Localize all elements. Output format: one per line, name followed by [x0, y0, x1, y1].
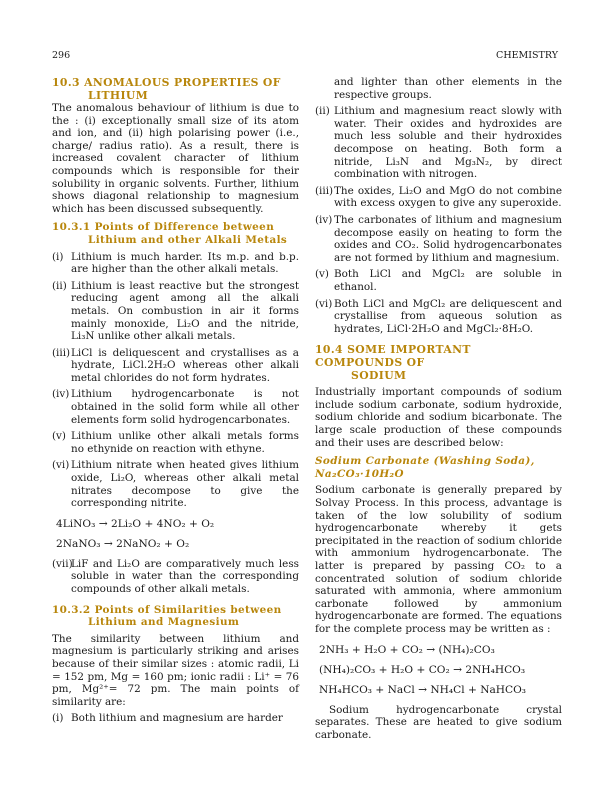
item-label: (i) [52, 712, 64, 725]
section-title-line1: SOME IMPORTANT COMPOUNDS OF [315, 343, 471, 370]
item-label: (iii) [52, 346, 71, 359]
list-item [315, 105, 562, 181]
subsection-heading-10-3-1 [52, 221, 299, 246]
item-text: Both LiCl and MgCl₂ are deliquescent and crystallise from aqueous solution as hydrates, LiCl·2H₂O and MgCl₂·8H₂O. [334, 297, 562, 335]
item-text: Lithium is much harder. Its m.p. and b.p. are higher than the other alkali metals. [71, 250, 299, 276]
list-item [52, 558, 299, 596]
item-text: Lithium hydrogencarbonate is not obtained in the solid form while all other elements form solid hydrogencarbonates. [71, 388, 299, 426]
right-column [315, 76, 562, 741]
list-item [52, 347, 299, 385]
item-text: Lithium is least reactive but the strongest reducing agent among all the alkali metals. On combustion in air it forms mainly monoxide, Li₂O and the nitride, Li₃N unlike other alkali metals. [71, 279, 299, 343]
equation-sodium-hydrogencarbonate: NH₄HCO₃ + NaCl → NH₄Cl + NaHCO₃ [319, 683, 527, 696]
subsection-title-line2: Na₂CO₃·10H₂O [315, 467, 404, 480]
item-label: (ii) [52, 279, 67, 292]
section-title-line1: ANOMALOUS PROPERTIES OF [84, 76, 281, 89]
closing-paragraph: Sodium hydrogencarbonate crystal separates. These are heated to give sodium carbonate. [315, 703, 562, 741]
item-text: Lithium unlike other alkali metals forms no ethynide on reaction with ethyne. [71, 430, 299, 455]
item-text: The carbonates of lithium and magnesium decompose easily on heating to form the oxides and CO₂. Solid hydrogencarbonates are not formed by lithium and magnesium. [334, 213, 562, 264]
sodium-intro-paragraph: Industrially important compounds of sodium include sodium carbonate, sodium hydroxide, sodium chloride and sodium bicarbonate. The large scale production of these compounds and their uses are described below: [315, 386, 562, 449]
item-label: (ii) [315, 105, 330, 118]
list-item [52, 280, 299, 343]
list-item [52, 459, 299, 509]
similarity-i-continued: and lighter than other elements in the respective groups. [334, 76, 562, 101]
item-label: (vi) [315, 297, 333, 310]
similarity-list-start [52, 712, 299, 725]
item-label: (vi) [52, 459, 70, 472]
item-text: LiF and Li₂O are comparatively much less soluble in water than the corresponding compounds of other alkali metals. [71, 557, 299, 595]
item-label: (iv) [52, 388, 70, 401]
list-item [315, 185, 562, 210]
list-item [315, 298, 562, 336]
section-number: 10.3 [52, 76, 80, 89]
similarity-intro: The similarity between lithium and magnesium is particularly striking and arises because of their similar sizes : atomic radii, Li = 152 pm, Mg = 160 pm; ionic radii : Li⁺ = 76 pm, Mg²⁺= 72 pm. The main points of similarity are: [52, 632, 299, 708]
subsection-title-line1: Sodium Carbonate (Washing Soda), [315, 455, 535, 468]
subsection-heading-10-3-2 [52, 604, 299, 629]
list-item [52, 388, 299, 426]
item-text: Lithium and magnesium react slowly with water. Their oxides and hydroxides are much less soluble and their hydroxides decompose on heating. Both form a nitride, Li₃N and Mg₃N₂, by direct combination with nitrogen. [334, 105, 562, 181]
similarity-list [315, 105, 562, 335]
subsection-title-line1: Points of Difference between [94, 221, 275, 234]
item-text: Both lithium and magnesium are harder [71, 712, 283, 725]
subsection-title-line1: Points of Similarities between [94, 603, 282, 616]
left-column [52, 76, 299, 725]
list-item [315, 268, 562, 293]
equation-sodium-nitrate: 2NaNO₃ → 2NaNO₂ + O₂ [56, 537, 190, 550]
item-label: (iv) [315, 213, 333, 226]
item-text: The oxides, Li₂O and MgO do not combine with excess oxygen to give any superoxide. [334, 184, 562, 210]
difference-list [52, 251, 299, 510]
item-text: LiCl is deliquescent and crystallises as a hydrate, LiCl.2H₂O whereas other alkali metal chlorides do not form hydrates. [71, 346, 299, 384]
item-label: (iii) [315, 184, 334, 197]
list-item [52, 712, 299, 725]
item-text: Both LiCl and MgCl₂ are soluble in ethanol. [334, 268, 562, 293]
difference-list-cont [52, 558, 299, 596]
subsection-title-line2: Lithium and Magnesium [88, 616, 240, 629]
list-item [52, 251, 299, 276]
subsection-heading-sodium-carbonate [315, 455, 562, 480]
intro-paragraph: The anomalous behaviour of lithium is due to the : (i) exceptionally small size of its atom and ion, and (ii) high polarising power (i.e., charge/ radius ratio). As a result, there is increased covalent character of lithium compounds which is responsible for their solubility in organic solvents. Further, lithium shows diagonal relationship to magnesium which has been discussed subsequently. [52, 102, 299, 215]
section-heading-10-3 [52, 76, 299, 102]
section-title-line2: SODIUM [351, 369, 407, 383]
equation-ammonium-hydrogencarbonate: (NH₄)₂CO₃ + H₂O + CO₂ → 2NH₄HCO₃ [319, 663, 526, 676]
item-label: (v) [315, 268, 329, 281]
equation-lithium-nitrate: 4LiNO₃ → 2Li₂O + 4NO₂ + O₂ [56, 517, 215, 530]
section-title-line2: LITHIUM [88, 89, 149, 102]
equation-ammonium-carbonate: 2NH₃ + H₂O + CO₂ → (NH₄)₂CO₃ [319, 643, 495, 656]
item-label: (vii) [52, 557, 73, 570]
section-number: 10.4 [315, 343, 343, 357]
page-number: 296 [52, 50, 71, 61]
subsection-number: 10.3.1 [52, 221, 91, 234]
item-label: (i) [52, 250, 64, 263]
list-item [52, 430, 299, 455]
item-label: (v) [52, 430, 66, 443]
running-title: CHEMISTRY [496, 50, 558, 61]
subsection-number: 10.3.2 [52, 603, 91, 616]
subsection-title-line2: Lithium and other Alkali Metals [88, 233, 288, 246]
solvay-process-paragraph: Sodium carbonate is generally prepared by Solvay Process. In this process, advantage is taken of the low solubility of sodium hydrogencarbonate whereby it gets precipitated in the reaction of sodium chloride with ammonium hydrogencarbonate. The latter is prepared by passing CO₂ to a concentrated solution of sodium chloride saturated with ammonia, where ammonium carbonate followed by ammonium hydrogencarbonate are formed. The equations for the complete process may be written as : [315, 484, 562, 635]
item-text: Lithium nitrate when heated gives lithium oxide, Li₂O, whereas other alkali metal nitrates decompose to give the corresponding nitrite. [71, 459, 299, 510]
list-item [315, 214, 562, 264]
section-heading-10-4 [315, 343, 562, 382]
